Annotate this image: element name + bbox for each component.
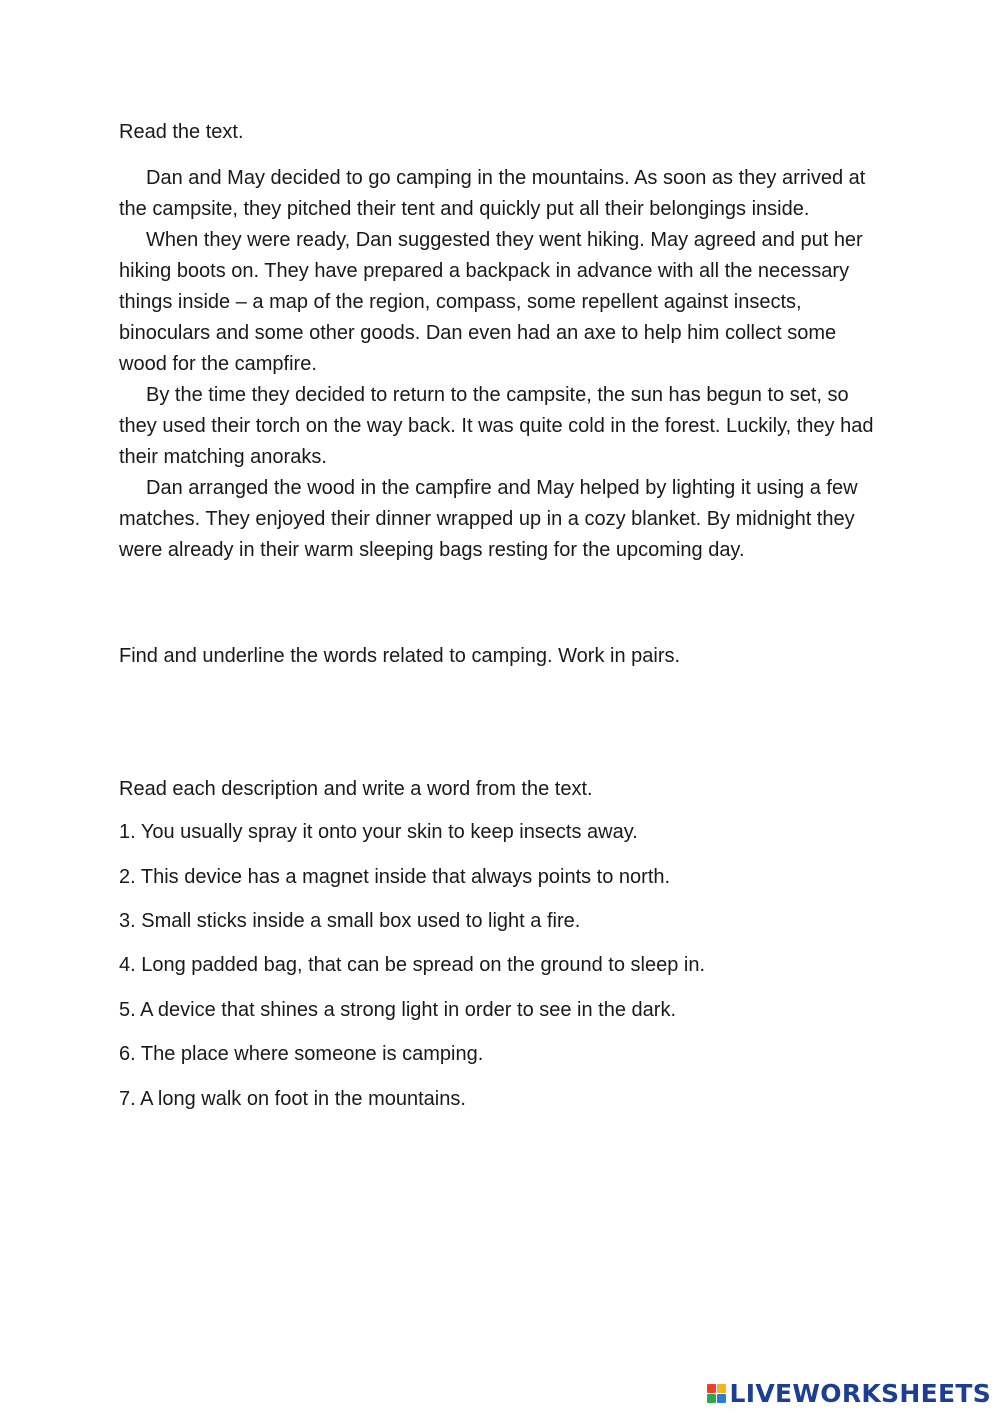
logo-mark-square-1: [707, 1384, 716, 1393]
instruction-read: Read the text.: [119, 121, 244, 143]
instruction-describe: Read each description and write a word from the text.: [119, 778, 593, 800]
story-paragraph-1: Dan and May decided to go camping in the mountains. As soon as they arrived at the campsite, they pitched their tent and quickly put all their belongings inside.: [119, 167, 866, 220]
logo-mark-square-2: [717, 1384, 726, 1393]
story-paragraph-4: Dan arranged the wood in the campfire and May helped by lighting it using a few matches. They enjoyed their dinner wrapped up in a cozy blanket. By midnight they were already in their warm sleeping bags resting for the upcoming day.: [119, 477, 858, 561]
question-1: 1. You usually spray it onto your skin to keep insects away.: [119, 821, 638, 843]
story-paragraph-3: By the time they decided to return to the campsite, the sun has begun to set, so they used their torch on the way back. It was quite cold in the forest. Luckily, they had their matching anoraks.: [119, 384, 874, 468]
story-text: [119, 163, 889, 566]
logo-mark-square-4: [717, 1394, 726, 1403]
instruction-underline: Find and underline the words related to camping. Work in pairs.: [119, 645, 681, 667]
question-3: 3. Small sticks inside a small box used to light a fire.: [119, 910, 581, 932]
logo-mark-square-3: [707, 1394, 716, 1403]
question-6: 6. The place where someone is camping.: [119, 1043, 484, 1065]
logo-mark-icon: [707, 1384, 726, 1403]
question-4: 4. Long padded bag, that can be spread on the ground to sleep in.: [119, 954, 706, 976]
story-paragraph-2: When they were ready, Dan suggested they went hiking. May agreed and put her hiking boots on. They have prepared a backpack in advance with all the necessary things inside – a map of the region, compass, some repellent against insects, binoculars and some other goods. Dan even had an axe to help him collect some wood for the campfire.: [119, 229, 863, 375]
question-2: 2. This device has a magnet inside that always points to north.: [119, 866, 671, 888]
question-7: 7. A long walk on foot in the mountains.: [119, 1088, 466, 1110]
logo-text: LIVEWORKSHEETS: [729, 1379, 991, 1408]
liveworksheets-logo: [707, 1379, 991, 1408]
question-5: 5. A device that shines a strong light in order to see in the dark.: [119, 999, 677, 1021]
